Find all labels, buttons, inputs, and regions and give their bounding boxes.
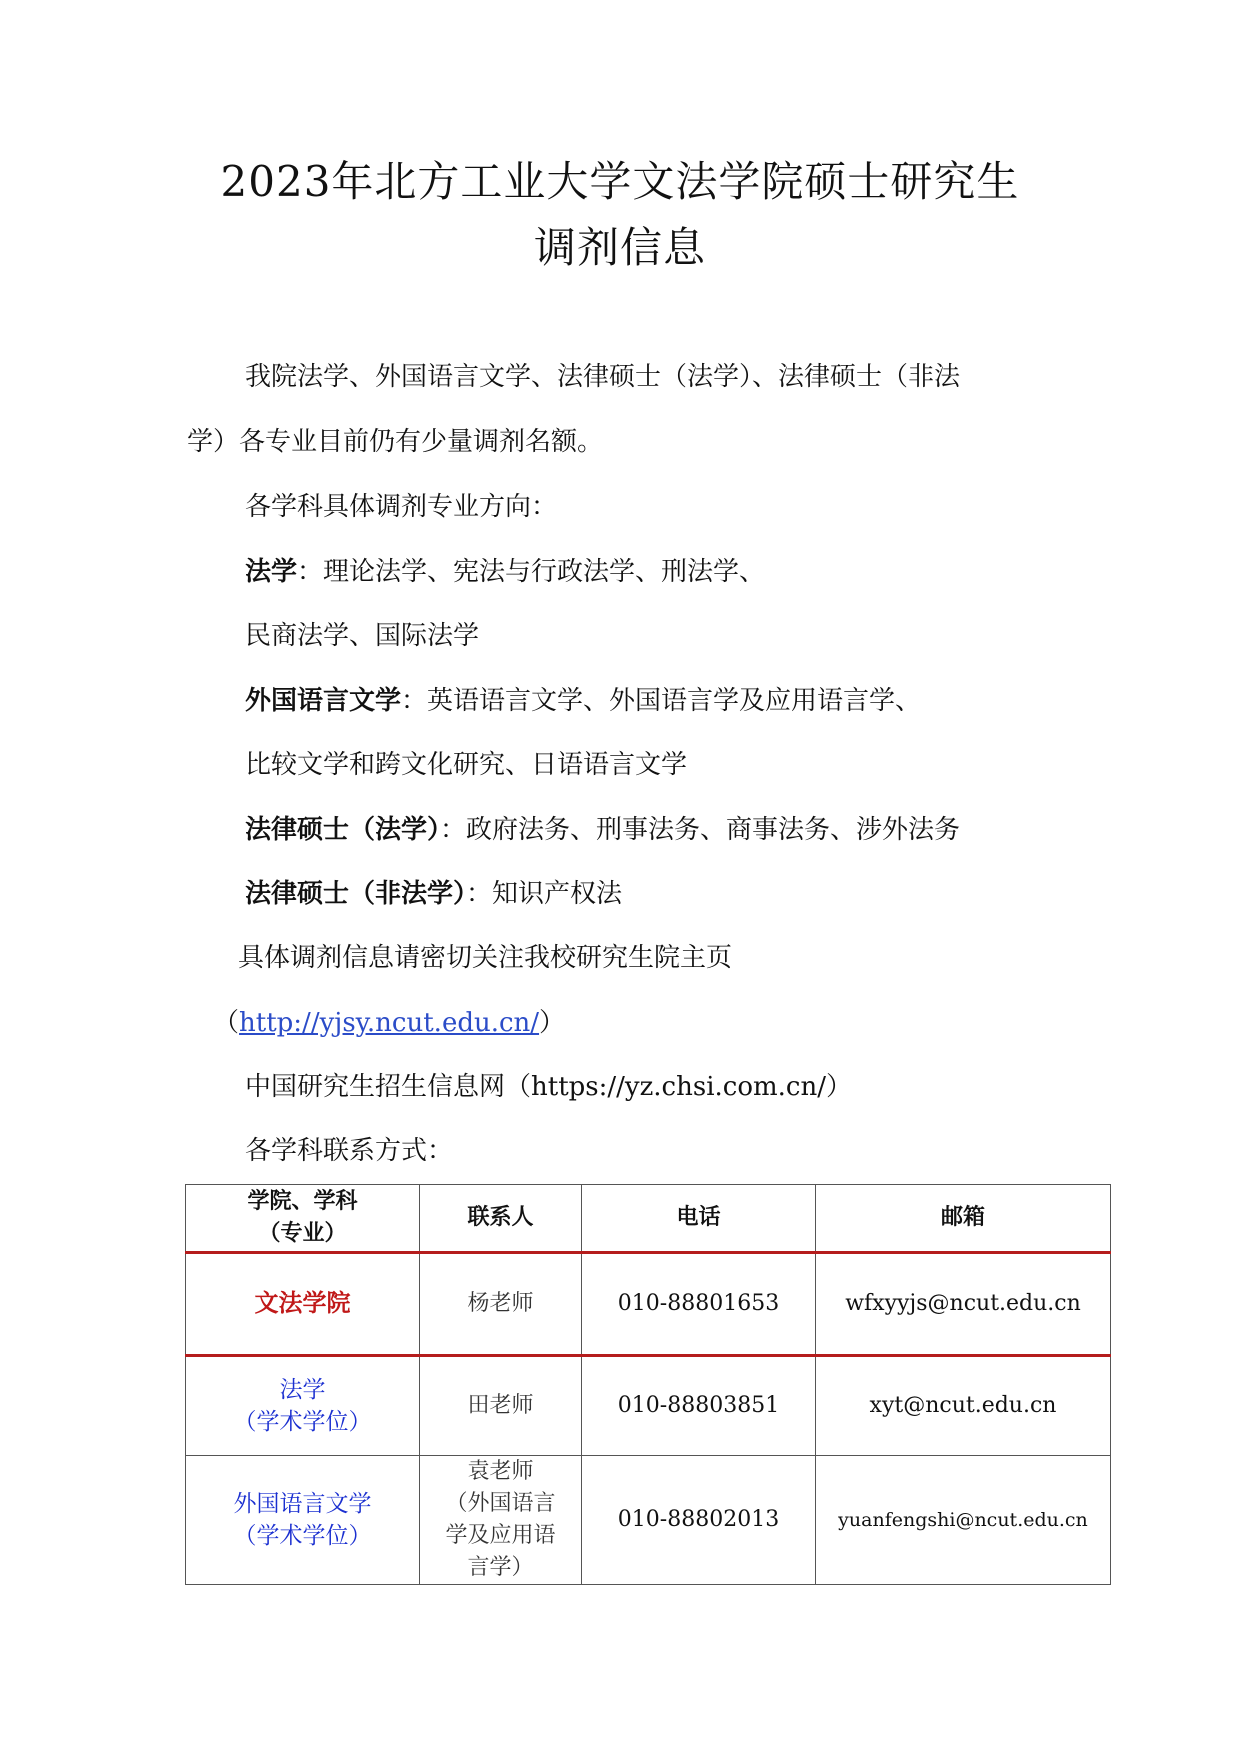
directions-heading: 各学科具体调剂专业方向： bbox=[245, 492, 558, 522]
grad-school-link[interactable]: http://yjsy.ncut.edu.cn/ bbox=[239, 1008, 540, 1038]
lang-colon: ： bbox=[401, 686, 428, 716]
contact-person-line-2: （外国语言 bbox=[445, 1491, 556, 1516]
paren-open: （ bbox=[213, 1008, 240, 1038]
header-phone: 电话 bbox=[582, 1185, 816, 1253]
jm-law-items: 政府法务、刑事法务、商事法务、涉外法务 bbox=[466, 815, 961, 845]
contact-person bbox=[420, 1456, 582, 1585]
intro-paragraph-line-2: 学）各专业目前仍有少量调剂名额。 bbox=[187, 427, 604, 457]
phone-number: 010-88801653 bbox=[582, 1253, 816, 1356]
contact-person: 田老师 bbox=[420, 1356, 582, 1456]
lang-items: 英语语言文学、外国语言学及应用语言学、 bbox=[427, 686, 922, 716]
email-address: xyt@ncut.edu.cn bbox=[816, 1356, 1111, 1456]
contact-person-line-4: 言学） bbox=[467, 1555, 534, 1580]
phone-number: 010-88803851 bbox=[582, 1356, 816, 1456]
document-title-line-1: 2023年北方工业大学文法学院硕士研究生 bbox=[220, 157, 1020, 206]
email-address: wfxyyjs@ncut.edu.cn bbox=[816, 1253, 1111, 1356]
header-college-line-2: （专业） bbox=[258, 1221, 347, 1246]
lang-directions-line-2: 比较文学和跨文化研究、日语语言文学 bbox=[245, 750, 688, 780]
email-address: yuanfengshi@ncut.edu.cn bbox=[816, 1456, 1111, 1585]
follow-homepage-line: 具体调剂信息请密切关注我校研究生院主页 bbox=[238, 943, 733, 973]
table-row bbox=[186, 1253, 1111, 1356]
discipline-degree-type: （学术学位） bbox=[233, 1409, 372, 1435]
jm-nonlaw-items: 知识产权法 bbox=[492, 879, 623, 909]
header-email: 邮箱 bbox=[816, 1185, 1111, 1253]
contact-person-line-3: 学及应用语 bbox=[445, 1523, 556, 1548]
lang-label: 外国语言文学 bbox=[245, 686, 402, 716]
lang-directions-line-1 bbox=[245, 683, 921, 719]
law-directions-line-1 bbox=[245, 554, 765, 590]
law-items: 理论法学、宪法与行政法学、刑法学、 bbox=[323, 557, 766, 587]
discipline-name: 外国语言文学 bbox=[233, 1491, 372, 1517]
header-college-line-1: 学院、学科 bbox=[247, 1189, 358, 1214]
table-header-row bbox=[186, 1185, 1111, 1253]
jm-nonlaw-colon: ： bbox=[466, 879, 493, 909]
paren-close: ） bbox=[539, 1008, 566, 1038]
header-person: 联系人 bbox=[420, 1185, 582, 1253]
discipline-name: 法学 bbox=[279, 1377, 326, 1403]
discipline-cell bbox=[186, 1456, 420, 1585]
jm-law-label: 法律硕士（法学） bbox=[245, 815, 441, 845]
college-name: 文法学院 bbox=[254, 1289, 351, 1317]
law-colon: ： bbox=[297, 557, 324, 587]
jm-law-directions bbox=[245, 812, 960, 848]
law-label: 法学 bbox=[245, 557, 298, 587]
discipline-degree-type: （学术学位） bbox=[233, 1523, 372, 1549]
discipline-cell bbox=[186, 1356, 420, 1456]
table-row bbox=[186, 1456, 1111, 1585]
document-title-line-2: 调剂信息 bbox=[533, 223, 706, 272]
table-row bbox=[186, 1356, 1111, 1456]
college-cell bbox=[186, 1253, 420, 1356]
contacts-heading: 各学科联系方式： bbox=[245, 1136, 454, 1166]
jm-nonlaw-label: 法律硕士（非法学） bbox=[245, 879, 467, 909]
jm-nonlaw-directions bbox=[245, 876, 622, 912]
phone-number: 010-88802013 bbox=[582, 1456, 816, 1585]
contact-person-line-1: 袁老师 bbox=[467, 1459, 534, 1484]
jm-law-colon: ： bbox=[440, 815, 467, 845]
contact-person: 杨老师 bbox=[420, 1253, 582, 1356]
intro-paragraph-line-1: 我院法学、外国语言文学、法律硕士（法学）、法律硕士（非法 bbox=[245, 362, 961, 392]
law-directions-line-2: 民商法学、国际法学 bbox=[245, 621, 480, 651]
header-college bbox=[186, 1185, 420, 1253]
contacts-table bbox=[185, 1184, 1111, 1585]
chsi-url-line: 中国研究生招生信息网（https://yz.chsi.com.cn/） bbox=[245, 1072, 852, 1102]
grad-school-url-line bbox=[213, 1005, 565, 1041]
